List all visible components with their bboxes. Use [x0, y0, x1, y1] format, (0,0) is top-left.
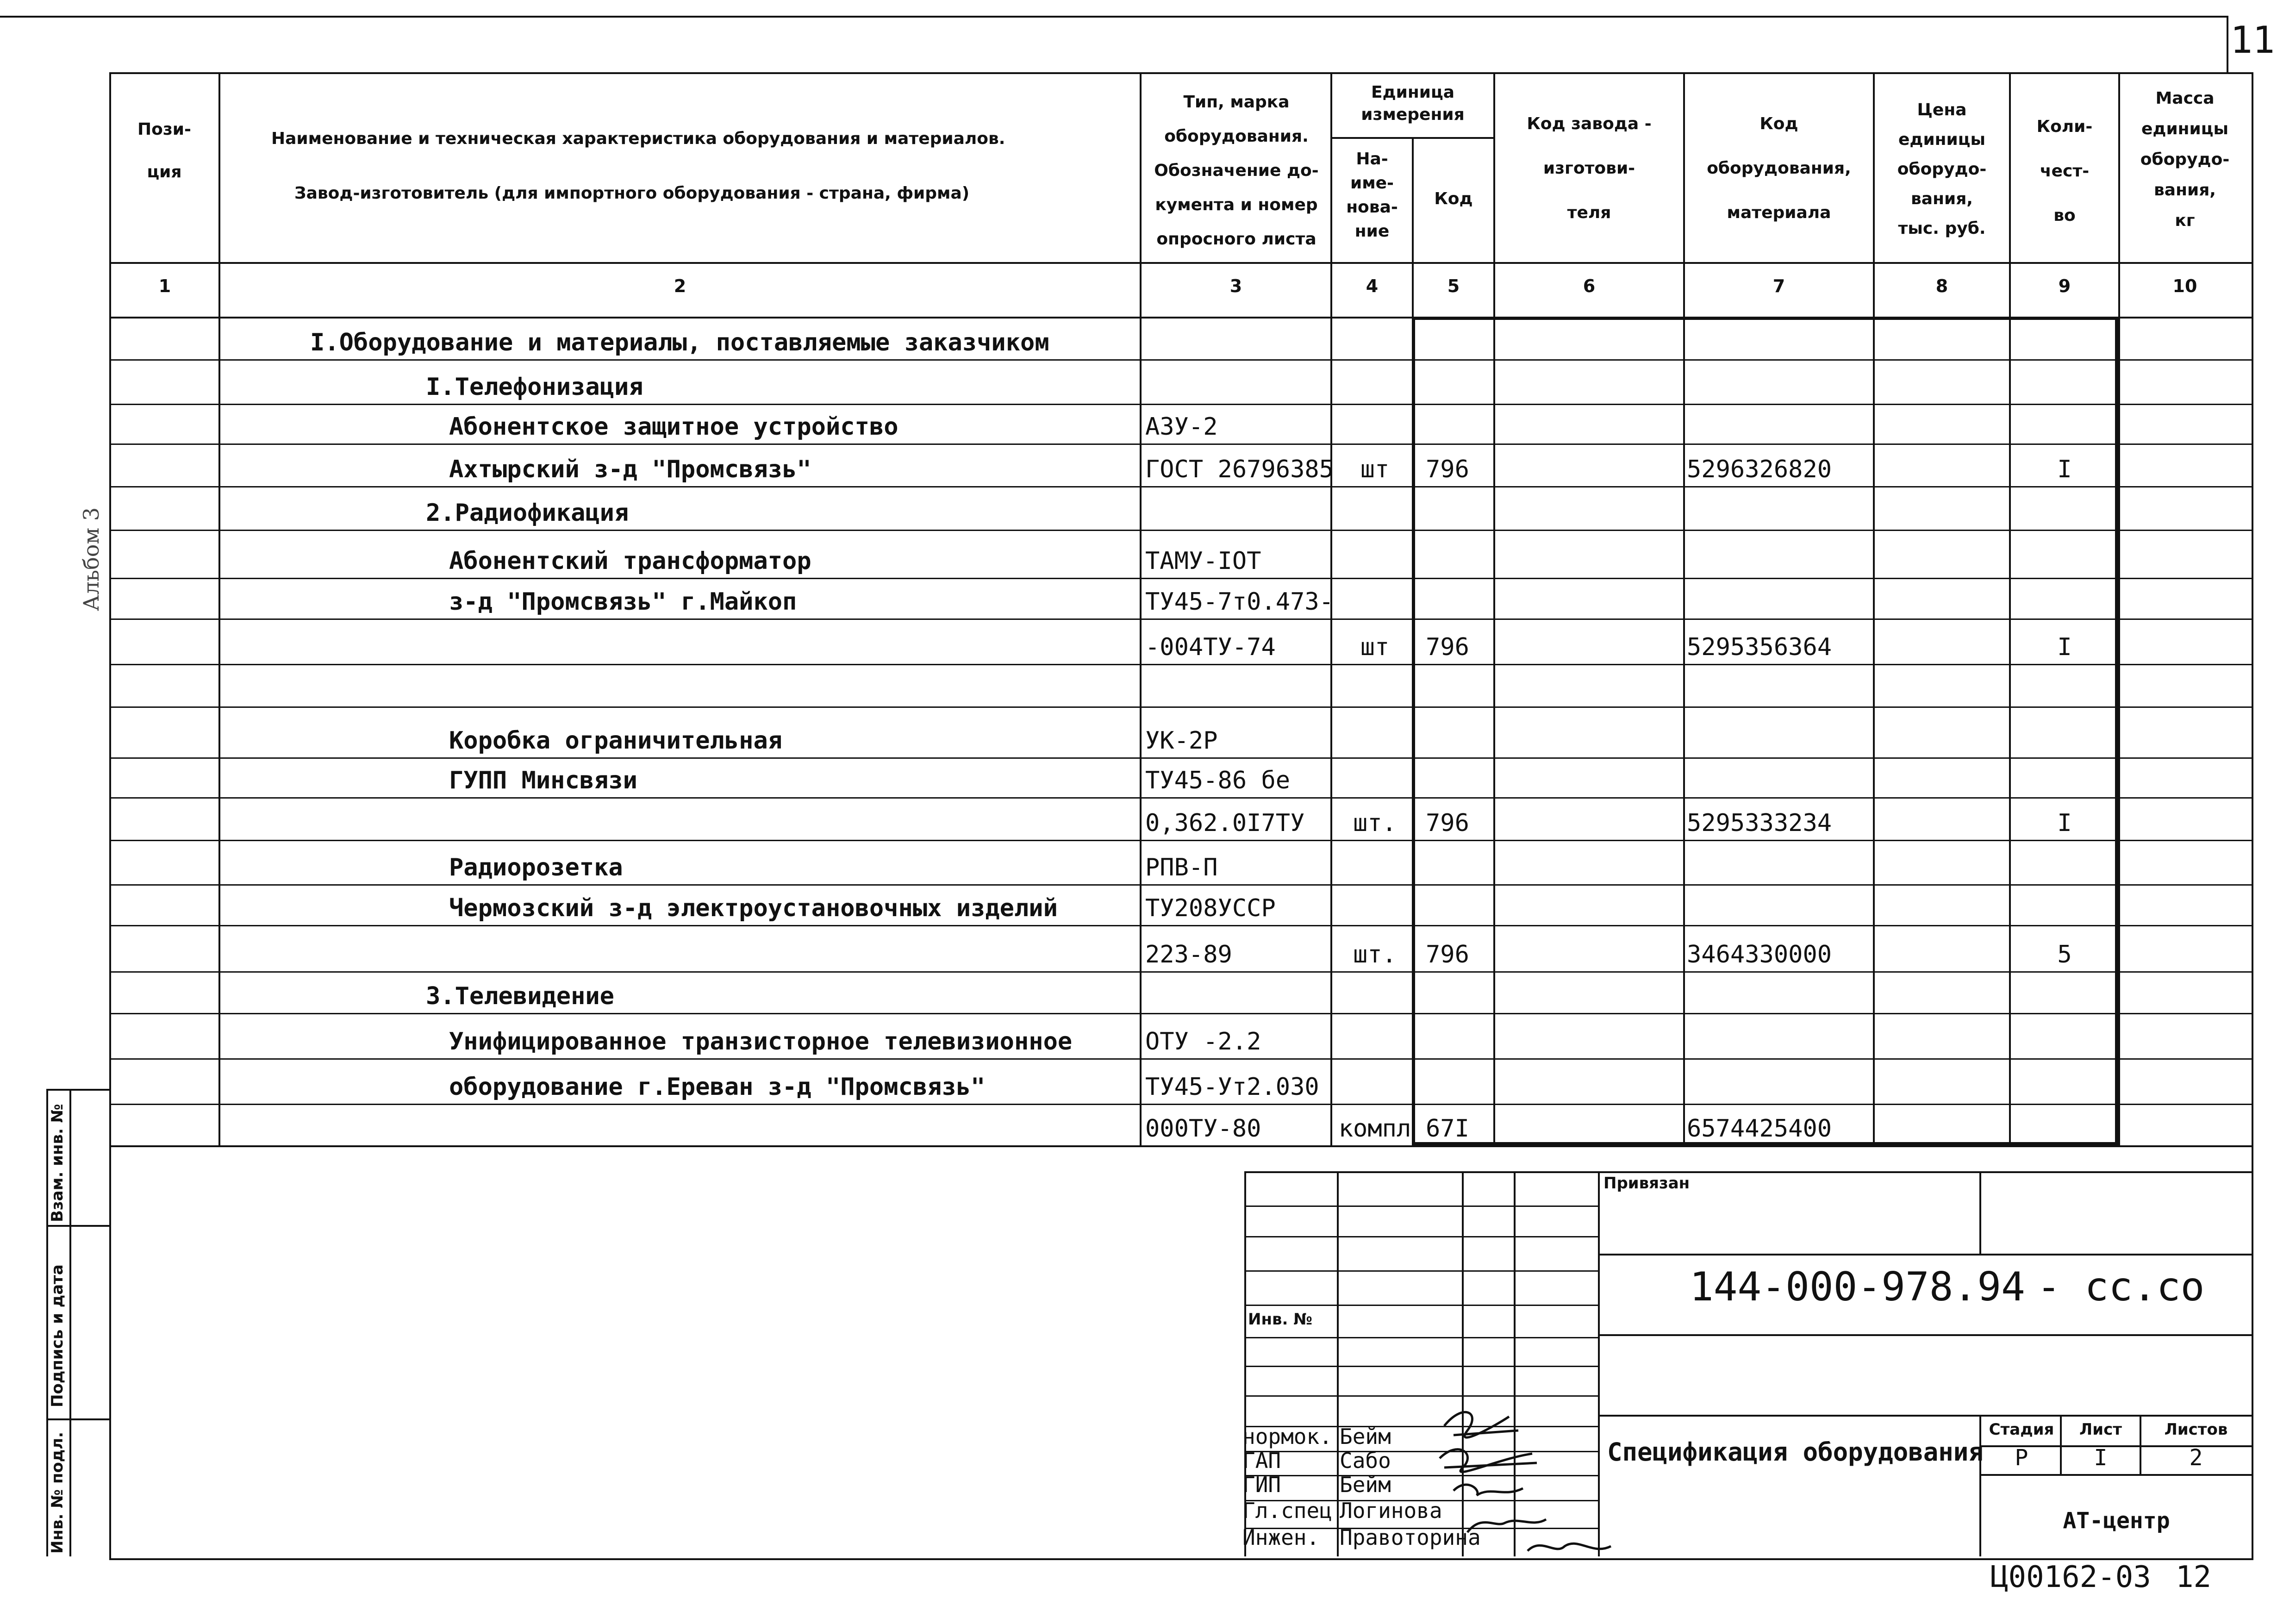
- hdr-col9: Коли- чест- во: [2036, 117, 2093, 225]
- hdr-col5: Код: [1434, 189, 1473, 208]
- row-name: Коробка ограничительная: [449, 727, 783, 755]
- signer-role: Инжен.: [1242, 1525, 1320, 1550]
- row-name: Абонентское защитное устройство: [449, 413, 898, 441]
- row-name: оборудование г.Ереван з-д "Промсвязь": [449, 1073, 986, 1101]
- tb-stage: Р: [2015, 1445, 2028, 1471]
- footer-page: 12: [2176, 1560, 2212, 1594]
- signer-role: нормок.: [1242, 1424, 1332, 1449]
- row-code: 796: [1426, 941, 1469, 968]
- hdr-col3: Тип, марка оборудования. Обозначение до- кумента и номер опросного листа: [1154, 93, 1319, 249]
- row-mat-code: 5296326820: [1687, 456, 1832, 483]
- side-sign-date: Подпись и дата: [48, 1264, 67, 1407]
- hdr-col6: Код завода - изготови- теля: [1527, 114, 1652, 222]
- tb-linked-label: Привязан: [1603, 1174, 1690, 1193]
- row-code: 796: [1426, 456, 1469, 483]
- tb-stage-label: Стадия: [1989, 1420, 2054, 1439]
- row-type: УК-2Р: [1145, 727, 1218, 755]
- side-inv-repl: Взам. инв. №: [48, 1104, 67, 1222]
- colnum-3: 3: [1229, 276, 1242, 296]
- row-type: ТУ208УССР: [1145, 894, 1276, 922]
- colnum-9: 9: [2058, 276, 2071, 296]
- row-type: -004ТУ-74: [1145, 633, 1276, 661]
- hdr-col1: Пози- ция: [137, 120, 191, 181]
- row-code: 796: [1426, 809, 1469, 837]
- tb-inv-label: Инв. №: [1248, 1310, 1313, 1329]
- row-mat-code: 3464330000: [1687, 941, 1832, 968]
- row-qty: I: [2057, 456, 2072, 483]
- row-type: ТУ45-7т0.473-: [1145, 588, 1334, 616]
- row-name: Радиорозетка: [449, 854, 623, 881]
- footer-code: Ц00162-03: [1990, 1560, 2151, 1594]
- row-unit: компл: [1338, 1115, 1411, 1143]
- tb-doc-suffix: - сс.со: [2037, 1264, 2205, 1310]
- row-qty: 5: [2057, 941, 2072, 968]
- sheet-mark: 11: [2230, 19, 2275, 62]
- signer-name: Сабо: [1340, 1448, 1391, 1473]
- row-type: 000ТУ-80: [1145, 1115, 1261, 1143]
- tb-doc-title: Спецификация оборудования: [1607, 1437, 1984, 1467]
- row-type: ТУ45-Ут2.030: [1145, 1073, 1319, 1101]
- signer-name: Логинова: [1340, 1498, 1442, 1523]
- row-unit: шт.: [1353, 809, 1397, 837]
- side-inv-orig: Инв. № подл.: [48, 1431, 67, 1554]
- row-name: Чермозский з-д электроустановочных изделий: [449, 894, 1058, 922]
- row-type: ТУ45-86 бе: [1145, 767, 1291, 794]
- tb-sheet-label: Лист: [2079, 1420, 2122, 1439]
- row-code: 796: [1426, 633, 1469, 661]
- signer-role: Гл.спец: [1242, 1498, 1332, 1523]
- row-type: РПВ-П: [1145, 854, 1218, 881]
- colnum-2: 2: [674, 276, 686, 296]
- row-code: 67I: [1426, 1115, 1469, 1143]
- row-name: Абонентский трансформатор: [449, 547, 811, 575]
- row-name: 3.Телевидение: [426, 982, 614, 1010]
- colnum-1: 1: [158, 276, 171, 296]
- tb-sheets-label: Листов: [2164, 1420, 2228, 1439]
- hdr-col10: Масса единицы оборудо- вания, кг: [2140, 89, 2230, 230]
- row-type: ГОСТ 26796385: [1145, 456, 1334, 483]
- row-qty: I: [2057, 633, 2072, 661]
- hdr-col4: На- име- нова- ние: [1346, 150, 1398, 241]
- hdr-col7: Код оборудования, материала: [1707, 114, 1851, 222]
- tb-sheets: 2: [2189, 1445, 2203, 1471]
- row-type: 0,362.0I7ТУ: [1145, 809, 1305, 837]
- tb-sheet: I: [2094, 1445, 2108, 1471]
- signer-name: Правоторина: [1340, 1525, 1481, 1550]
- row-unit: шт.: [1353, 941, 1397, 968]
- row-name: ГУПП Минсвязи: [449, 767, 637, 794]
- row-qty: I: [2057, 809, 2072, 837]
- colnum-6: 6: [1583, 276, 1596, 296]
- row-type: 223-89: [1145, 941, 1232, 968]
- thick-block: [1412, 317, 2118, 1145]
- colnum-10: 10: [2172, 276, 2197, 296]
- row-name: I.Оборудование и материалы, поставляемые заказчиком: [310, 329, 1049, 356]
- side-album-label: Альбом 3: [79, 507, 104, 611]
- signer-name: Бейм: [1340, 1472, 1391, 1497]
- row-unit: шт: [1360, 456, 1390, 483]
- tb-doc-number: 144-000-978.94: [1690, 1264, 2025, 1310]
- row-name: з-д "Промсвязь" г.Майкоп: [449, 588, 797, 616]
- row-mat-code: 5295333234: [1687, 809, 1832, 837]
- row-type: ТАМУ-IОТ: [1145, 547, 1261, 575]
- row-name: Ахтырский з-д "Промсвязь": [449, 456, 811, 483]
- colnum-4: 4: [1366, 276, 1379, 296]
- signature-marks: [1426, 1398, 1620, 1565]
- row-name: 2.Радиофикация: [426, 499, 629, 527]
- row-type: АЗУ-2: [1145, 413, 1218, 441]
- hdr-col8: Цена единицы оборудо- вания, тыс. руб.: [1897, 100, 1987, 238]
- signer-name: Бейм: [1340, 1424, 1391, 1449]
- tb-org: АТ-центр: [2063, 1508, 2170, 1534]
- row-type: ОТУ -2.2: [1145, 1028, 1261, 1056]
- row-name: I.Телефонизация: [426, 373, 643, 401]
- colnum-7: 7: [1772, 276, 1785, 296]
- row-name: Унифицированное транзисторное телевизионное: [449, 1028, 1073, 1056]
- colnum-5: 5: [1447, 276, 1460, 296]
- row-mat-code: 6574425400: [1687, 1115, 1832, 1143]
- signer-role: ГАП: [1242, 1448, 1281, 1473]
- row-mat-code: 5295356364: [1687, 633, 1832, 661]
- colnum-8: 8: [1935, 276, 1948, 296]
- hdr-unit-group: Единица измерения: [1361, 83, 1465, 124]
- signer-role: ГИП: [1242, 1472, 1281, 1497]
- row-unit: шт: [1360, 633, 1390, 661]
- hdr-col2: Наименование и техническая характеристика оборудования и материалов. Завод-изготовитель (для импортного оборудования - страна, фирма): [271, 129, 1005, 203]
